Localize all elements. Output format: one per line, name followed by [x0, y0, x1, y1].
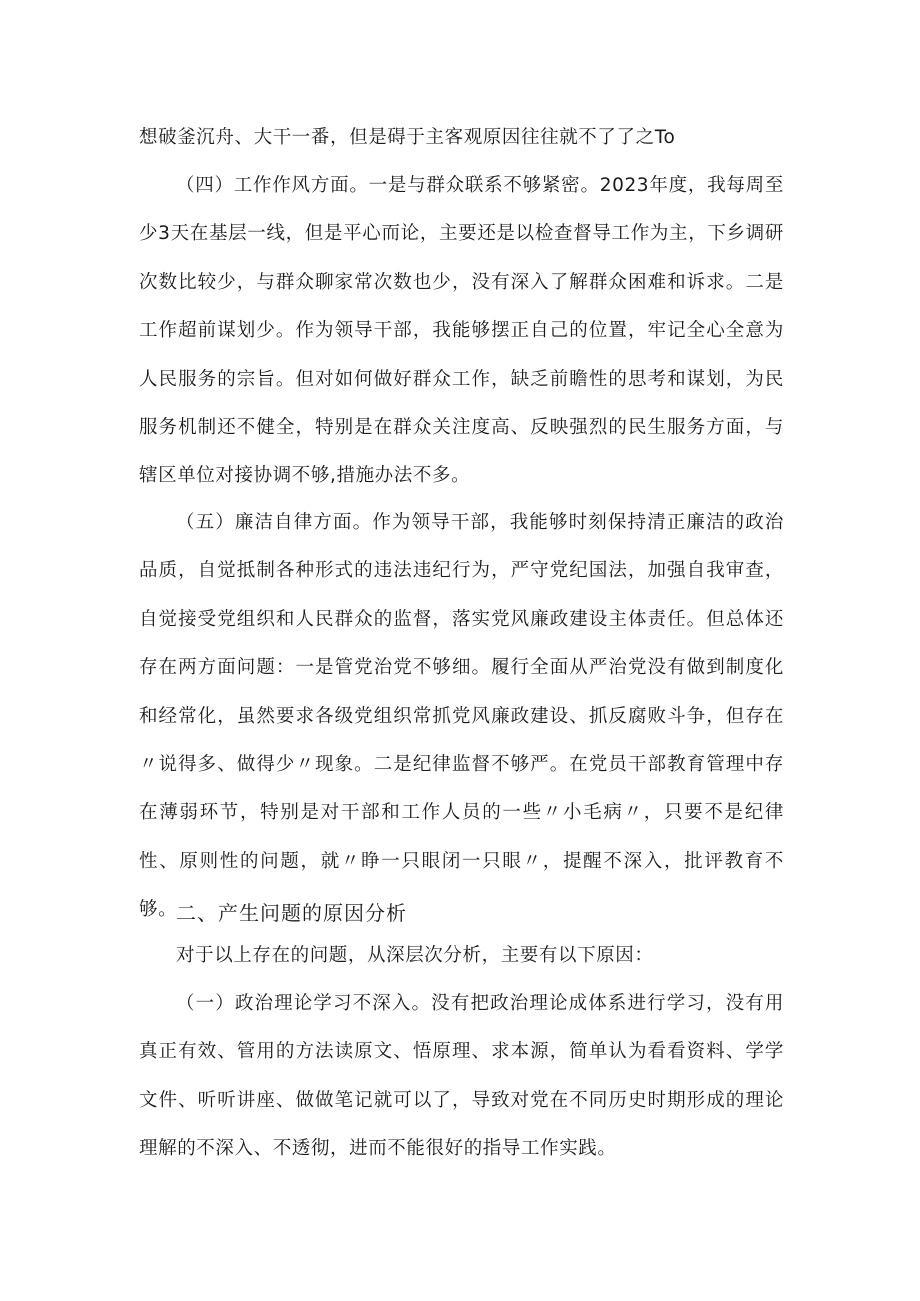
paragraph-intro-text: 对于以上存在的问题，从深层次分析，主要有以下原因：: [176, 945, 654, 966]
paragraph-top: [139, 114, 784, 162]
paragraph-theory-text: （一）政治理论学习不深入。没有把政治理论成体系进行学习，没有用真正有效、管用的方法读原文、悟原理、求本源，简单认为看看资料、学学文件、听听讲座、做做笔记就可以了，导致对党在不同历史时期形成的理论理解的不深入、不透彻，进而不能很好的指导工作实践。: [139, 993, 784, 1160]
section-heading: 二、产生问题的原因分析: [176, 901, 407, 925]
paragraph-work-style: [139, 162, 784, 501]
paragraph-integrity-text: （五）廉洁自律方面。作为领导干部，我能够时刻保持清正廉洁的政治品质，自觉抵制各种形式的违法违纪行为，严守党纪国法，加强自我审查，自觉接受党组织和人民群众的监督，落实党风廉政建设主体责任。但总体还存在两方面问题：一是管党治党不够细。履行全面从严治党没有做到制度化和经常化，虽然要求各级党组织常抓党风廉政建设、抓反腐败斗争，但存在〃说得多、做得少〃现象。二是纪律监督不够严。在党员干部教育管理中存在薄弱环节，特别是对干部和工作人员的一些〃小毛病〃，只要不是纪律性、原则性的问题，就〃睁一只眼闭一只眼〃，提醒不深入，批评教育不够。: [139, 512, 784, 921]
paragraph-work-style-text: （四）工作作风方面。一是与群众联系不够紧密。2023年度，我每周至少3天在基层一线，但是平心而论，主要还是以检查督导工作为主，下乡调研次数比较少，与群众聊家常次数也少，没有深入了解群众困难和诉求。二是工作超前谋划少。作为领导干部，我能够摆正自己的位置，牢记全心全意为人民服务的宗旨。但对如何做好群众工作，缺乏前瞻性的思考和谋划，为民服务机制还不健全，特别是在群众关注度高、反映强烈的民生服务方面，与辖区单位对接协调不够,措施办法不多。: [139, 175, 784, 487]
paragraph-top-text: 想破釜沉舟、大干一番，但是碍于主客观原因往往就不了了之To: [139, 127, 676, 148]
paragraph-theory: [139, 980, 784, 1174]
paragraph-intro: [139, 932, 784, 980]
paragraph-integrity: [139, 499, 784, 935]
